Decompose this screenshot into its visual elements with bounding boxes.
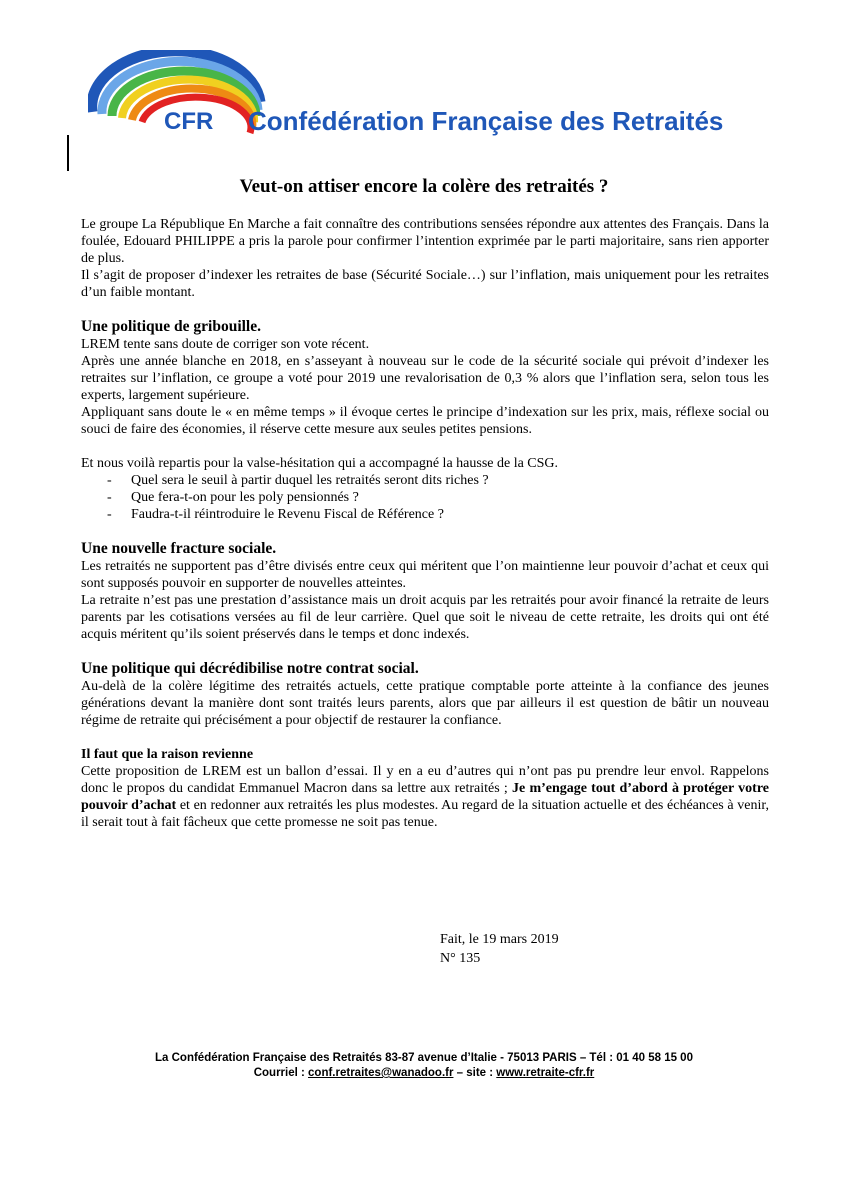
section1-paragraph-2: Après une année blanche en 2018, en s’asseyant à nouveau sur le code de la sécurité sociale qui prévoit d’indexer les retraites sur l’inflation, ce groupe a voté pour 2019 une revalorisation de 0,3 % alors que l’inflation sera, selon tous les experts, largement supérieure.	[81, 354, 769, 403]
list-item: - Quel sera le seuil à partir duquel les retraités seront dits riches ?	[81, 472, 769, 489]
list-item: - Que fera-t-on pour les poly pensionnés ?	[81, 489, 769, 506]
section4-text-c: et en redonner aux retraités les plus modestes. Au regard de la situation actuelle et des échéances à venir, il serait tout à fait fâcheux que cette promesse ne soit pas tenue.	[81, 798, 769, 830]
list-item: - Faudra-t-il réintroduire le Revenu Fiscal de Référence ?	[81, 506, 769, 523]
section-heading-4: Il faut que la raison revienne	[81, 747, 254, 762]
section4-text-a: Cette proposition de LREM est un ballon d’essai. Il y en a eu d’autres qui n’ont pas pu prendre leur envol. Rappelons donc le propos du candidat Emmanuel Macron dans sa lettre aux retraités ;	[81, 764, 769, 796]
section-heading-3: Une politique qui décrédibilise notre contrat social.	[81, 660, 419, 677]
section2-paragraph-1: Les retraités ne supportent pas d’être divisés entre ceux qui méritent que l’on maintienne leur pouvoir d’achat et ceux qui sont supposés pouvoir en supporter de nouvelles atteintes.	[81, 559, 769, 591]
section1-paragraph-4: Et nous voilà repartis pour la valse-hésitation qui a accompagné la hausse de la CSG.	[81, 456, 559, 471]
intro-paragraph-1: Le groupe La République En Marche a fait connaître des contributions sensées répondre aux attentes des Français. Dans la foulée, Edouard PHILIPPE a pris la parole pour confirmer l’intention exprimée par le parti majoritaire, sans rien apporter de plus.	[81, 217, 769, 266]
footer-address: La Confédération Française des Retraités 83-87 avenue d’Italie - 75013 PARIS – Tél : 01 40 58 15 00	[155, 1052, 693, 1064]
site-label: – site :	[453, 1067, 497, 1079]
footer-contact	[0, 1066, 848, 1081]
document-body	[81, 216, 769, 831]
section-heading-2: Une nouvelle fracture sociale.	[81, 540, 277, 557]
section-heading-1: Une politique de gribouille.	[81, 318, 261, 335]
logo-organization-name: Confédération Française des Retraités	[248, 106, 724, 136]
section4-paragraph-1	[81, 763, 769, 831]
page-title: Veut-on attiser encore la colère des retraités ?	[239, 176, 609, 197]
quoted-pledge: Je m’engage tout d’abord à protéger votre pouvoir d’achat	[81, 781, 769, 813]
section1-paragraph-1: LREM tente sans doute de corriger son vote récent.	[81, 337, 370, 352]
courriel-label: Courriel :	[253, 1067, 309, 1079]
signature-block	[440, 930, 559, 968]
margin-marker	[67, 135, 69, 171]
section2-paragraph-2: La retraite n’est pas une prestation d’assistance mais un droit acquis par les retraités pour avoir financé la retraite de leurs parents par les cotisations versées au fil de leur carrière. Quel que soit le niveau de cette retraite, les droits qui ont été acquis méritent qu’ils soient préservés dans le temps et donc indexés.	[81, 593, 769, 642]
email-link[interactable]: conf.retraites@wanadoo.fr	[308, 1067, 454, 1079]
intro-paragraph-2: Il s’agit de proposer d’indexer les retraites de base (Sécurité Sociale…) sur l’inflation, mais uniquement pour les retraites d’un faible montant.	[81, 268, 769, 300]
question-list	[81, 472, 769, 523]
section3-paragraph-1: Au-delà de la colère légitime des retraités actuels, cette pratique comptable porte atteinte à la confiance des jeunes générations devant la manière dont sont traités leurs parents, alors que par ailleurs il est question de bâtir un nouveau régime de retraite qui précisément a pour objectif de restaurer la confiance.	[81, 679, 769, 728]
document-number: N° 135	[440, 951, 481, 966]
website-link[interactable]: www.retraite-cfr.fr	[496, 1067, 595, 1079]
signature-date: Fait, le 19 mars 2019	[440, 932, 559, 947]
section1-paragraph-3: Appliquant sans doute le « en même temps » il évoque certes le principe d’indexation sur les prix, mais, réflexe social ou souci de faire des économies, il réserve cette mesure aux seules petites pensions.	[81, 405, 769, 437]
logo-abbreviation: CFR	[164, 108, 214, 135]
cfr-logo	[88, 50, 748, 145]
page-footer	[0, 1051, 848, 1081]
